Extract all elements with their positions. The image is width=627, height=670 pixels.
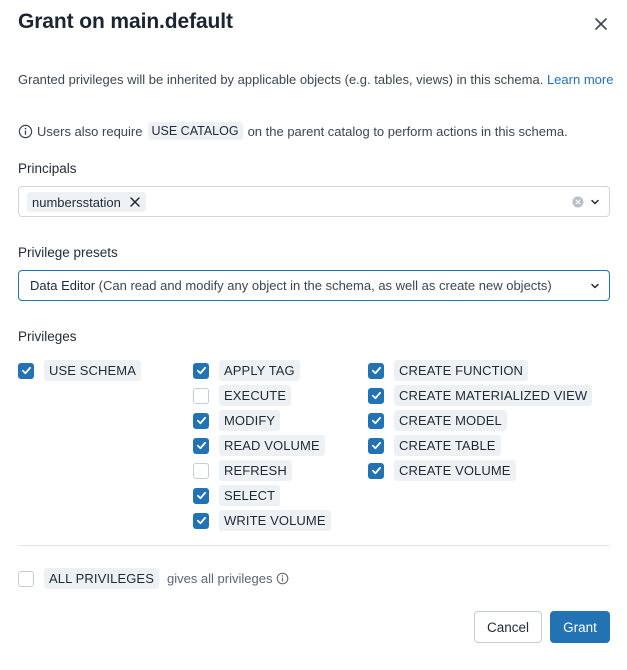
privilege-label: APPLY TAG [219,360,300,381]
checkmark-icon [371,390,382,401]
checkmark-icon [196,415,207,426]
preset-name: Data Editor [30,278,96,293]
info-icon [18,124,33,139]
privilege-label: SELECT [219,485,280,506]
checkbox[interactable] [193,388,209,404]
preset-description: (Can read and modify any object in the schema, as well as create new objects) [98,278,552,293]
privilege-create-volume[interactable] [368,460,516,481]
checkmark-icon [371,365,382,376]
privilege-label: MODIFY [219,410,280,431]
checkmark-icon [196,365,207,376]
checkbox[interactable] [193,363,209,379]
privilege-create-function[interactable] [368,360,528,381]
checkmark-icon [196,515,207,526]
privileges-label: Privileges [18,329,77,344]
checkmark-icon [21,365,32,376]
checkbox[interactable] [193,488,209,504]
remove-principal-icon[interactable] [130,197,140,207]
privilege-read-volume[interactable] [193,435,325,456]
privilege-use-schema[interactable] [18,360,141,381]
principal-chip [27,192,146,212]
checkbox[interactable] [193,438,209,454]
checkbox[interactable] [368,463,384,479]
catalog-note [18,122,568,140]
checkbox[interactable] [368,438,384,454]
checkbox[interactable] [18,363,34,379]
checkbox[interactable] [368,388,384,404]
checkbox[interactable] [368,363,384,379]
privilege-label: CREATE FUNCTION [394,360,528,381]
privilege-create-table[interactable] [368,435,501,456]
checkmark-icon [371,440,382,451]
clear-icon[interactable] [572,196,584,208]
privilege-label: CREATE TABLE [394,435,501,456]
privilege-execute[interactable] [193,385,291,406]
checkmark-icon [371,415,382,426]
chevron-down-icon[interactable] [590,197,600,207]
privilege-apply-tag[interactable] [193,360,300,381]
checkbox[interactable] [368,413,384,429]
description-text: Granted privileges will be inherited by applicable objects (e.g. tables, views) in this schema. [18,72,544,87]
all-privileges-label: ALL PRIVILEGES [44,568,159,589]
privilege-label: WRITE VOLUME [219,510,331,531]
use-catalog-code: USE CATALOG [148,122,243,140]
privilege-label: READ VOLUME [219,435,325,456]
checkmark-icon [196,490,207,501]
all-privileges-hint [167,571,290,586]
checkmark-icon [196,440,207,451]
privilege-label: CREATE VOLUME [394,460,516,481]
all-privileges-option[interactable] [18,568,289,589]
privilege-label: USE SCHEMA [44,360,141,381]
privilege-create-model[interactable] [368,410,507,431]
close-icon[interactable] [592,15,610,33]
checkbox[interactable] [193,413,209,429]
checkmark-icon [371,465,382,476]
principal-chip-label: numbersstation [32,194,121,210]
note-prefix: Users also require [37,123,143,139]
dialog-description [18,70,616,90]
privilege-label: REFRESH [219,460,292,481]
grant-button[interactable]: Grant [550,611,610,643]
checkbox[interactable] [193,513,209,529]
privilege-presets-label: Privilege presets [18,245,118,260]
privilege-write-volume[interactable] [193,510,331,531]
cancel-button[interactable]: Cancel [474,611,542,643]
principals-label: Principals [18,161,77,176]
principals-select[interactable] [18,186,610,217]
chevron-down-icon[interactable] [590,281,600,291]
note-suffix: on the parent catalog to perform actions in this schema. [247,123,568,139]
privilege-label: CREATE MODEL [394,410,507,431]
preset-value [30,278,552,293]
all-privileges-hint-text: gives all privileges [166,571,273,586]
dialog-title: Grant on main.default [18,10,233,33]
checkbox[interactable] [193,463,209,479]
divider [18,545,610,546]
privilege-label: CREATE MATERIALIZED VIEW [394,385,592,406]
privilege-label: EXECUTE [219,385,291,406]
info-icon[interactable] [276,572,289,585]
privilege-select[interactable] [193,485,280,506]
learn-more-link[interactable]: Learn more [546,72,614,87]
privilege-refresh[interactable] [193,460,292,481]
checkbox[interactable] [18,571,34,587]
privilege-presets-select[interactable] [18,270,610,301]
privilege-create-materialized-view[interactable] [368,385,592,406]
privilege-modify[interactable] [193,410,280,431]
